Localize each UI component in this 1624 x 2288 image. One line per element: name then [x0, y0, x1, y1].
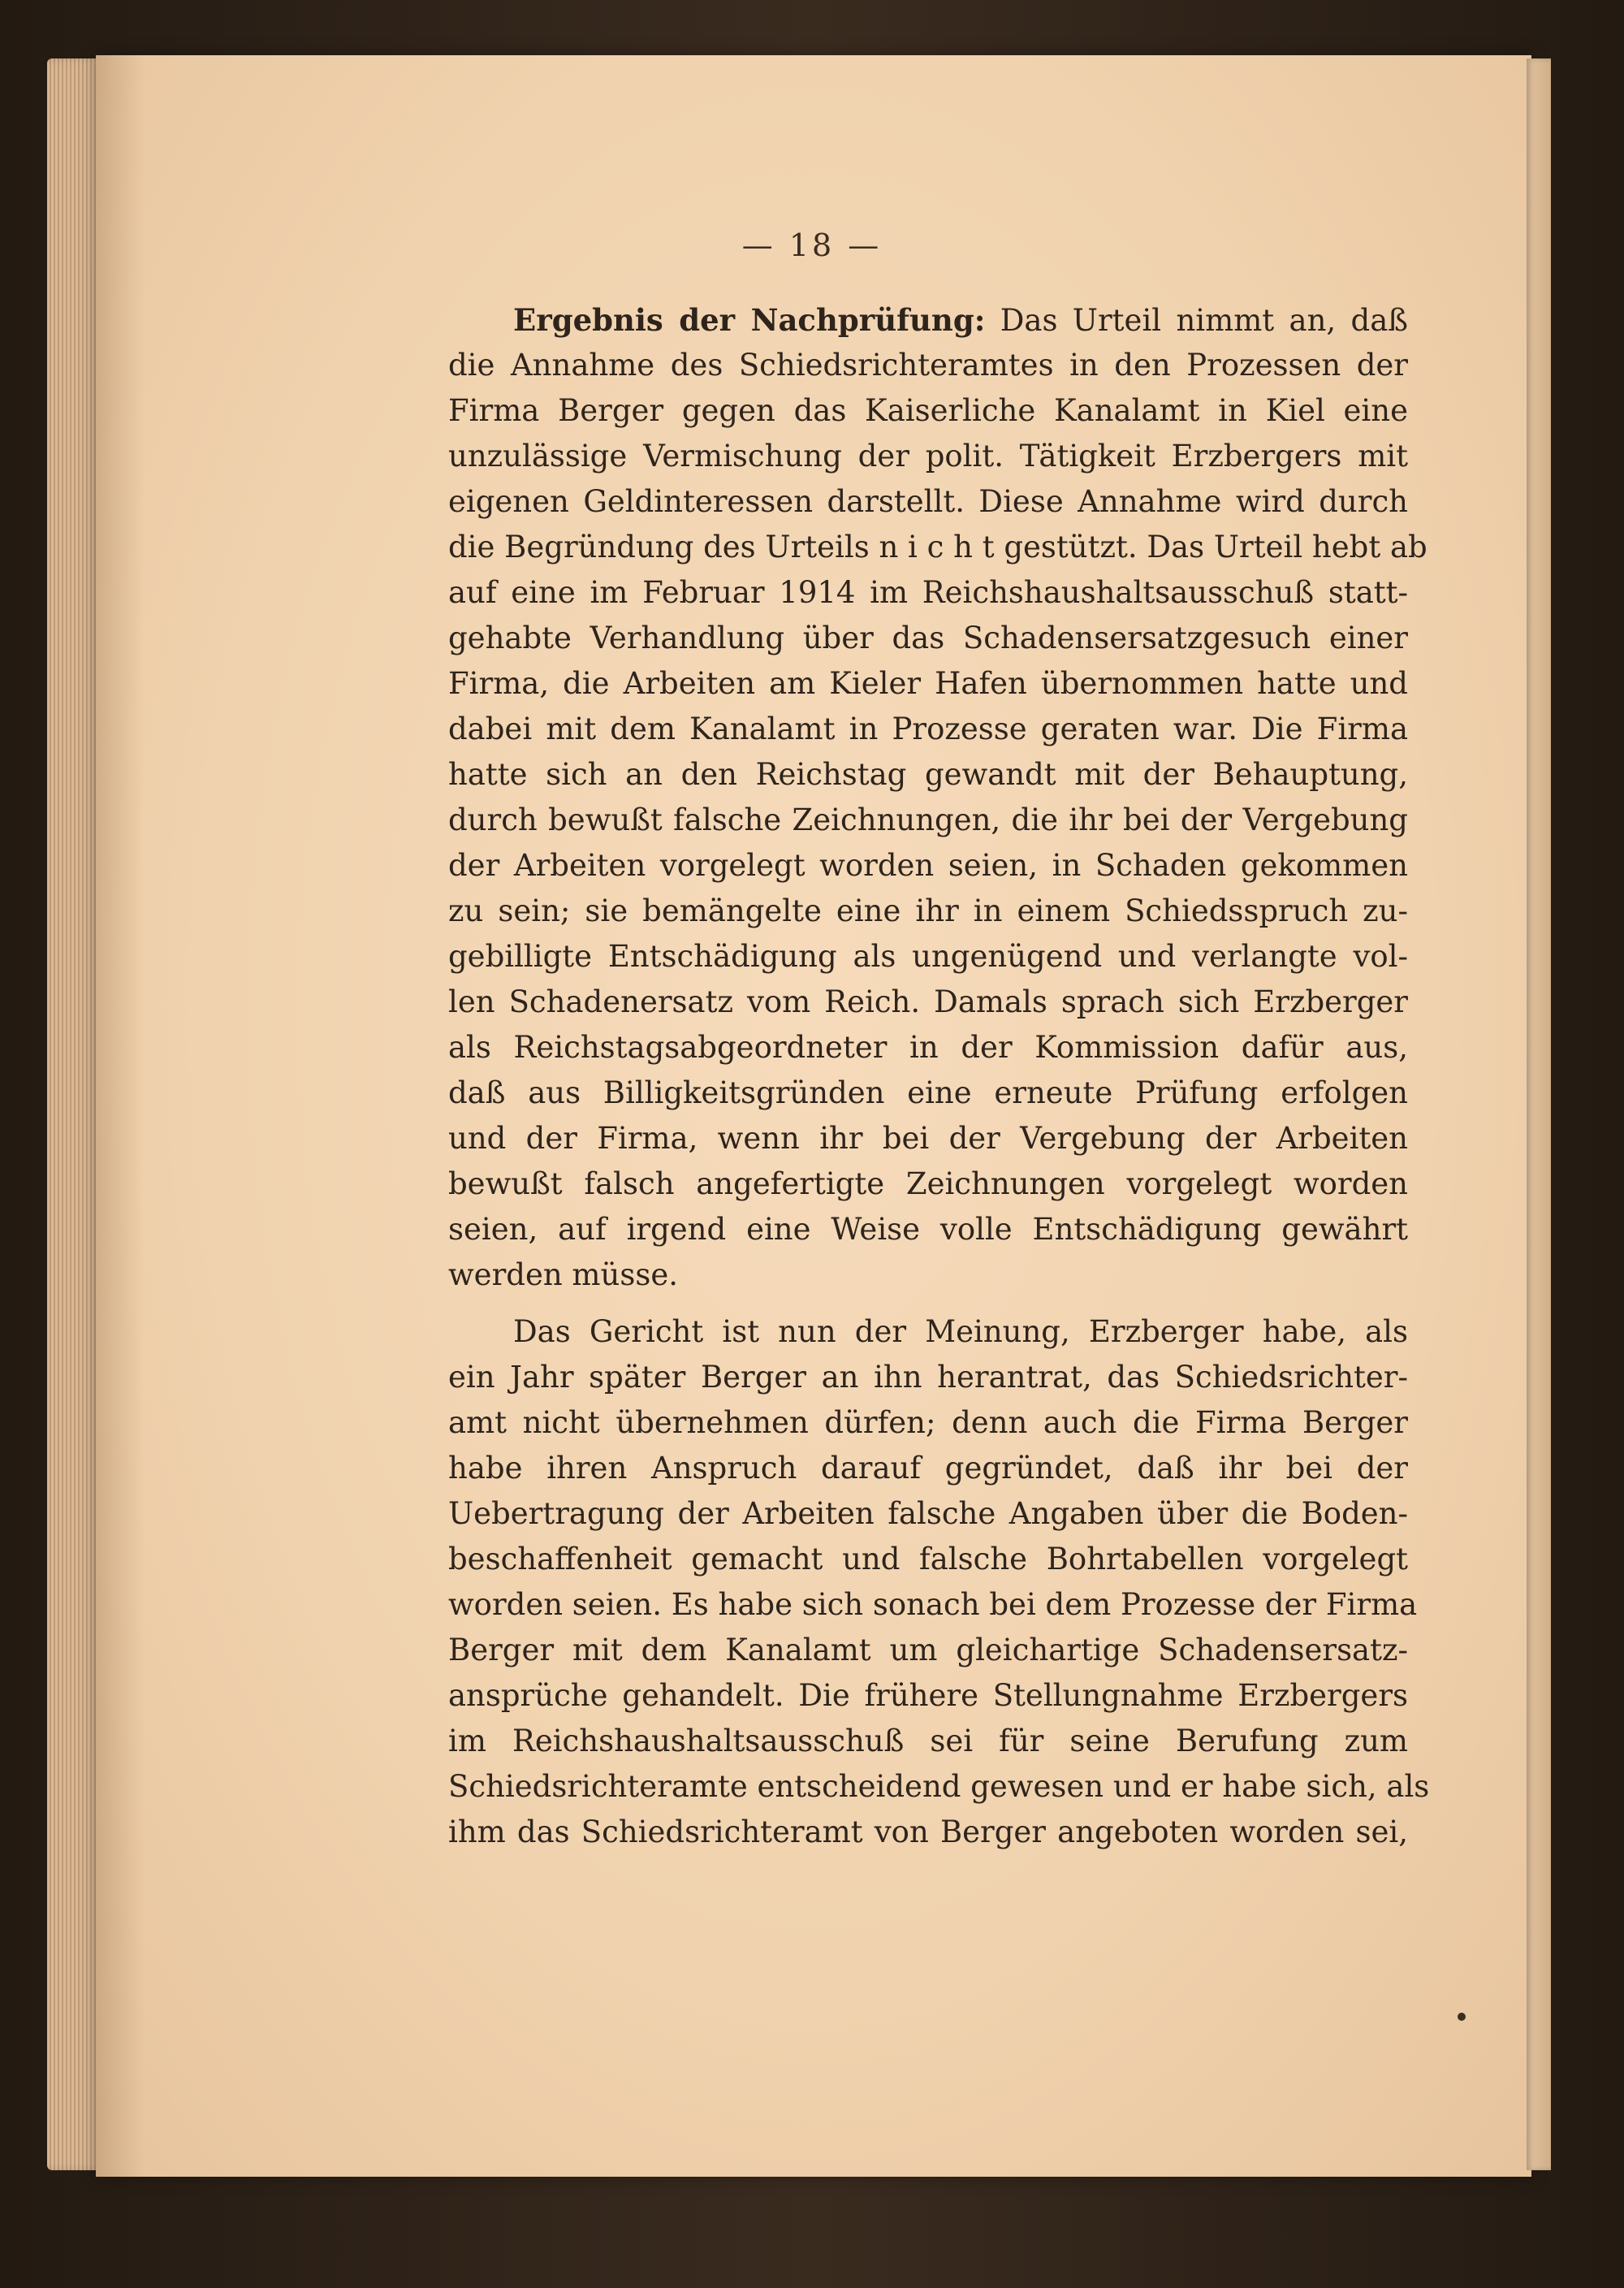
body-text — [448, 297, 1430, 1855]
text-line: Uebertragung der Arbeiten falsche Angaben über die Boden- — [448, 1496, 1408, 1531]
text-line: Firma Berger gegen das Kaiserliche Kanalamt in Kiel eine — [448, 393, 1408, 428]
page-number: — 18 — — [741, 227, 883, 263]
text-line: die Annahme des Schiedsrichteramtes in den Prozessen der — [448, 348, 1408, 383]
text-line: hatte sich an den Reichstag gewandt mit der Behauptung, — [448, 757, 1408, 792]
text-line: daß aus Billigkeitsgründen eine erneute Prüfung erfolgen — [448, 1075, 1408, 1110]
text-line: die Begründung des Urteils n i c h t gestützt. Das Urteil hebt ab — [448, 530, 1427, 564]
text-line: ansprüche gehandelt. Die frühere Stellungnahme Erzbergers — [448, 1678, 1408, 1713]
page-right-edge — [1527, 58, 1551, 2170]
text-line: seien, auf irgend eine Weise volle Entschädigung gewährt — [448, 1212, 1408, 1247]
text-line: durch bewußt falsche Zeichnungen, die ihr bei der Vergebung — [448, 802, 1408, 837]
paragraph-gap — [448, 1298, 1408, 1309]
text-line: Schiedsrichteramte entscheidend gewesen und er habe sich, als — [448, 1769, 1430, 1804]
text-line: zu sein; sie bemängelte eine ihr in einem Schiedsspruch zu- — [448, 893, 1408, 928]
text-line: eigenen Geldinteressen darstellt. Diese Annahme wird durch — [448, 484, 1408, 519]
text-line: im Reichshaushaltsausschuß sei für seine Berufung zum — [448, 1724, 1408, 1758]
text-line: auf eine im Februar 1914 im Reichshaushaltsausschuß statt- — [448, 575, 1408, 610]
text-line: beschaffenheit gemacht und falsche Bohrtabellen vorgelegt — [448, 1542, 1408, 1577]
text-line: unzulässige Vermischung der polit. Tätigkeit Erzbergers mit — [448, 439, 1408, 474]
text-line: als Reichstagsabgeordneter in der Kommission dafür aus, — [448, 1030, 1408, 1065]
text-line: gebilligte Entschädigung als ungenügend und verlangte vol- — [448, 939, 1408, 974]
text-line: ein Jahr später Berger an ihn herantrat, das Schiedsrichter- — [448, 1360, 1408, 1395]
section-lead: Ergebnis der Nachprüfung: — [513, 302, 986, 338]
text-line: bewußt falsch angefertigte Zeichnungen vorgelegt worden — [448, 1166, 1408, 1201]
text-line: Firma, die Arbeiten am Kieler Hafen übernommen hatte und — [448, 666, 1408, 701]
text-line: habe ihren Anspruch darauf gegründet, daß ihr bei der — [448, 1451, 1408, 1486]
text-line: ihm das Schiedsrichteramt von Berger angeboten worden sei, — [448, 1814, 1408, 1849]
text-line: Das Gericht ist nun der Meinung, Erzberger habe, als — [513, 1314, 1408, 1349]
page-gutter-shadow — [96, 55, 145, 2177]
text-line: werden müsse. — [448, 1257, 678, 1292]
ink-spot — [1458, 2013, 1466, 2021]
text-line: der Arbeiten vorgelegt worden seien, in Schaden gekommen — [448, 848, 1408, 883]
text-line: gehabte Verhandlung über das Schadensersatzgesuch einer — [448, 621, 1408, 655]
text-line: worden seien. Es habe sich sonach bei dem Prozesse der Firma — [448, 1587, 1418, 1622]
text-line-rest: Das Urteil nimmt an, daß — [985, 303, 1408, 338]
text-line: Berger mit dem Kanalamt um gleichartige Schadensersatz- — [448, 1633, 1408, 1667]
text-line: dabei mit dem Kanalamt in Prozesse geraten war. Die Firma — [448, 711, 1408, 746]
text-line: len Schadenersatz vom Reich. Damals sprach sich Erzberger — [448, 984, 1408, 1019]
text-line — [448, 297, 1408, 343]
text-line: und der Firma, wenn ihr bei der Vergebung der Arbeiten — [448, 1121, 1408, 1156]
text-line: amt nicht übernehmen dürfen; denn auch die Firma Berger — [448, 1405, 1408, 1440]
